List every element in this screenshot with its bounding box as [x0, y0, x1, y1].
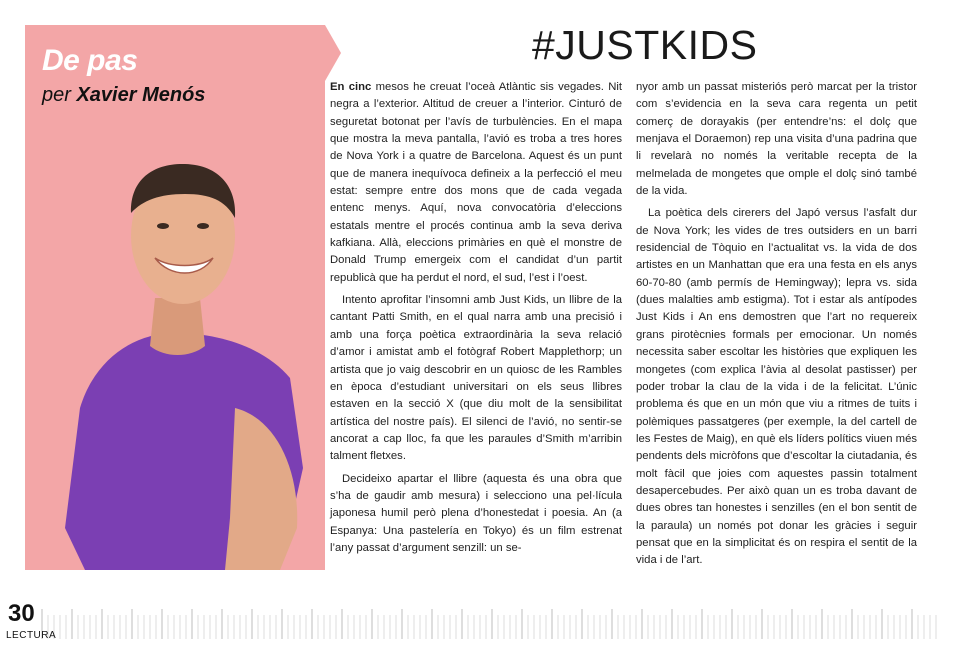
byline-prefix: per	[42, 84, 71, 106]
band-arrow-tab	[325, 25, 341, 81]
paragraph: Intento aprofitar l’insomni amb Just Kids, un llibre de la cantant Patti Smith, en el qual narra amb una precisió i amb una força poètica extraordinària la seva relació d’amor i amistat amb el fotògraf Robert Mapplethorp; un artista que jo vaig descobrir en un quiosc de les Rambles en època d’estudiant universitari on els seus llibres estaven en la secció X (que diu molt de la sensibilitat artística del nostre país). El silenci de l’avió, no sentir-se ancorat a cap lloc, fa que les paraules d’Smith m’arribin talment fletxes.	[330, 294, 622, 463]
lead-in: En cinc	[330, 81, 372, 93]
article-column-1	[330, 79, 622, 562]
article-column-2	[636, 79, 917, 575]
paragraph: nyor amb un passat misteriós però marcat per la tristor com s’evidencia en la seva cara regenta un petit comerç de dorayakis (per entendre’ns: el dolç que menjava el Doraemon) rep una visita d’una padrina que li revelarà no només la veritable recepta de la melmelada de mongetes que omple el dolç sinó també de la vida.	[636, 81, 917, 198]
author-name: Xavier Menós	[76, 84, 206, 106]
column-name: De pas	[42, 44, 138, 77]
page-number: 30	[8, 600, 35, 627]
footer-tick-ornament	[40, 605, 955, 645]
byline	[42, 84, 205, 107]
article-headline: #JUSTKIDS	[532, 22, 758, 68]
section-label: LECTURA	[6, 630, 57, 641]
portrait-neck	[150, 298, 205, 355]
paragraph: La poètica dels cirerers del Japó versus l’asfalt dur de Nova York; les vides de tres outsiders en un barri residencial de Tòquio en l’actualitat vs. la vida de dos artistes en un Manhattan que era una festa en els anys 60-70-80 (amb permís de Hemingway); lepra vs. sida (dues malalties amb estigma). Tot i estar als antípodes Just Kids i An ens demostren que l’art no requereix grans pirotècnies formals per emocionar. Un només necessita saber escoltar les històries que expliquen les mongetes (com explica l’àvia al desolat pastisser) per poder trobar la clau de la vida i de la felicitat. L’únic problema és que en un món que viu a ritmes de tuits i polèmiques passatgeres (per exemple, la del cartell de les Festes de Maig), en què els líders polítics viuen més pendents dels micròfons que d’escoltar la ciutadania, és molt fàcil que joies com aquestes passin totalment desapercebudes. Per això quan un es troba davant de dues obres tan honestes i senzilles (en el bon sentit de la paraula) un només pot donar les gràcies i seguir pensat que en la simplicitat és on respira el sentit de la vida i de l’art.	[636, 207, 917, 567]
author-portrait	[25, 108, 325, 570]
paragraph: En cinc mesos he creuat l’oceà Atlàntic sis vegades. Nit negra a l’exterior. Altitud de creuer a l’interior. Cinturó de seguretat botonat per l’avís de turbulències. En el mapa que mostra la meva pantalla, l’avió es troba a tres hores de Nova York i a quatre de Barcelona. Aquest és un punt que de manera inequívoca defineix a la perfecció el meu estat: sempre entre dos mons que de cada vegada entenc menys. Aquí, nova convocatòria d’eleccions estatals mentre el procés continua amb la seva deriva kafkiana. Allà, eleccions primàries en què el monstre de Donald Trump emergeix com el candidat d’un partit republicà que ha perdut el nord, el sud, l’est i l’oest.	[330, 81, 623, 284]
paragraph: Decideixo apartar el llibre (aquesta és una obra que s’ha de gaudir amb mesura) i selecciono una pel·lícula japonesa humil però plena d’honestedat i poesia. An (a Espanya: Una pastelería en Tokyo) és un film estrenat l’any passat d’argument senzill: un se-	[330, 472, 622, 554]
